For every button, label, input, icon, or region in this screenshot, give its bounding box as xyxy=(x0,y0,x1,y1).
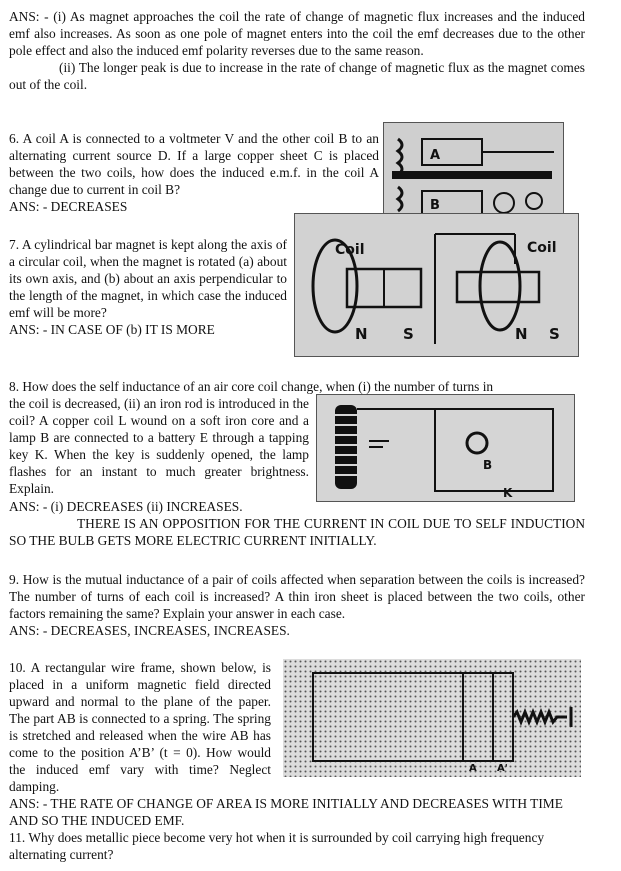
question-10 xyxy=(9,659,271,795)
figure-7-label-coil-a: Coil xyxy=(335,242,365,258)
figure-6-sketch xyxy=(384,123,563,227)
question-6 xyxy=(9,130,379,215)
answer-10: ANS: - THE RATE OF CHANGE OF AREA IS MORE INITIALLY AND DECREASES WITH TIME AND SO THE INDUCED EMF. xyxy=(9,796,563,828)
question-8-body xyxy=(9,395,309,497)
figure-8-label-key: K xyxy=(503,486,513,500)
figure-8-sketch xyxy=(317,395,574,501)
figure-6-label-a: A xyxy=(430,148,441,163)
figure-8-circuit-diagram xyxy=(316,394,575,502)
figure-7-sketch xyxy=(295,214,578,356)
question-9 xyxy=(9,571,585,639)
answer-5-section xyxy=(9,8,585,93)
answer-8-explanation: THERE IS AN OPPOSITION FOR THE CURRENT IN COIL DUE TO SELF INDUCTION SO THE BULB GETS MORE ELECTRIC CURRENT INITIALLY. xyxy=(9,516,585,548)
figure-8-label-bulb: B xyxy=(483,458,493,472)
figure-7-label-n-a: N xyxy=(355,325,368,343)
answer-5-part-ii: (ii) The longer peak is due to increase in the rate of change of magnetic flux as the magnet comes out of the coil. xyxy=(9,60,585,92)
answer-8: ANS: - (i) DECREASES (ii) INCREASES. xyxy=(9,499,243,514)
question-7 xyxy=(9,236,287,338)
figure-10-sketch xyxy=(283,659,581,777)
answer-8-section xyxy=(9,498,585,549)
figure-10-wire-frame-diagram xyxy=(283,659,581,777)
figure-10-label-a-prime: A' xyxy=(497,763,508,774)
answer-5-part-i: ANS: - (i) As magnet approaches the coil the rate of change of magnetic flux increases and the induced emf also increases. As soon as one pole of magnet enters into the coil the emf decreases due to the other pole effect and also the induced emf polarity reverses due to the same reason. xyxy=(9,9,585,58)
question-7-text: 7. A cylindrical bar magnet is kept along the axis of a circular coil, when the magnet is rotated (a) about its own axis, and (b) about an axis perpendicular to the length of the magnet, in which case the induced emf will be more? xyxy=(9,237,287,320)
question-8-line-1 xyxy=(9,378,585,395)
answer-7: ANS: - IN CASE OF (b) IT IS MORE xyxy=(9,322,215,337)
figure-10-label-a: A xyxy=(469,763,477,774)
question-9-text: 9. How is the mutual inductance of a pair of coils affected when separation between the coils is increased? The number of turns of each coil is increased? A thin iron sheet is placed between the two coils, other factors remaining the same? Explain your answer in each case. xyxy=(9,572,585,621)
figure-7-label-s-b: S xyxy=(549,325,560,343)
question-6-text: 6. A coil A is connected to a voltmeter V and the other coil B to an alternating current source D. If a large copper sheet C is placed between the two coils, how does the induced e.m.f. in the coil A change due to current in coil B? xyxy=(9,131,379,197)
question-8-text-rest: the coil is decreased, (ii) an iron rod is introduced in the coil? A copper coil L wound on a soft iron core and a lamp B are connected to a battery E through a tapping key K. When the key is suddenly opened, the lamp flashes for an instant to much greater brightness. Explain. xyxy=(9,396,309,496)
figure-7-label-n-b: N xyxy=(515,325,528,343)
answer-10-and-question-11 xyxy=(9,795,585,863)
answer-6: ANS: - DECREASES xyxy=(9,199,128,214)
figure-6-label-b: B xyxy=(430,198,440,213)
figure-7-label-coil-b: Coil xyxy=(527,240,557,256)
question-10-text: 10. A rectangular wire frame, shown below, is placed in a uniform magnetic field directed upward and normal to the plane of the paper. The part AB is connected to a spring. The spring is stretched and released when the wire AB has come to the position A’B’ (t = 0). How would the induced emf vary with time? Neglect damping. xyxy=(9,660,271,794)
question-11-text: 11. Why does metallic piece become very hot when it is surrounded by coil carrying high frequency alternating current? xyxy=(9,830,545,862)
question-8-text-line-1: 8. How does the self inductance of an air core coil change, when (i) the number of turns in xyxy=(9,379,494,394)
figure-7-label-s-a: S xyxy=(403,325,414,343)
figure-7-magnet-coil-diagram xyxy=(294,213,579,357)
answer-9: ANS: - DECREASES, INCREASES, INCREASES. xyxy=(9,623,290,638)
